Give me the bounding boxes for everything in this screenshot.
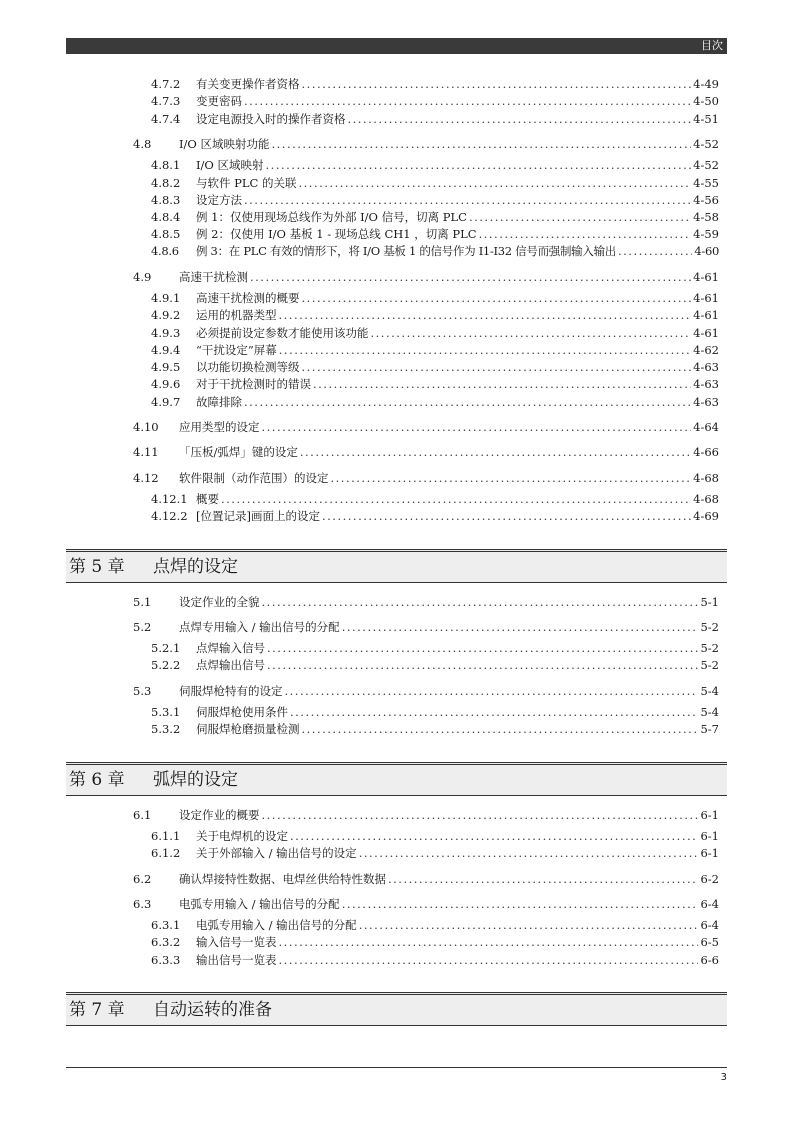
entry-page: 6-1 xyxy=(700,808,719,822)
toc-entry[interactable] xyxy=(151,325,719,341)
entry-page: 4-62 xyxy=(693,343,719,357)
entry-number: 5.1 xyxy=(133,595,152,609)
entry-title: 以功能切换检测等级 xyxy=(196,360,300,374)
entry-page: 4-61 xyxy=(693,326,719,340)
toc-entry[interactable] xyxy=(133,269,719,285)
chapter-number: 第 7 章 xyxy=(69,1000,125,1020)
toc-entry[interactable] xyxy=(151,209,719,225)
entry-page: 4-63 xyxy=(693,395,719,409)
entry-page: 4-68 xyxy=(693,471,719,485)
entry-title: 例 3：在 PLC 有效的情形下，将 I/O 基板 1 的信号作为 I1-I32 信号而强制输入输出 xyxy=(196,244,616,258)
entry-title: [位置记录]画面上的设定 xyxy=(196,509,320,523)
entry-number: 4.9.6 xyxy=(151,377,181,391)
toc-entry[interactable] xyxy=(151,111,719,127)
entry-number: 6.3.2 xyxy=(151,935,181,949)
entry-number: 4.8.5 xyxy=(151,227,181,241)
entry-title: 点焊输出信号 xyxy=(196,658,265,672)
entry-page: 4-49 xyxy=(693,77,719,91)
entry-page: 5-2 xyxy=(700,641,719,655)
toc-entry[interactable] xyxy=(133,683,719,699)
entry-number: 4.8.2 xyxy=(151,176,181,190)
entry-number: 4.9.7 xyxy=(151,395,181,409)
entry-number: 4.12 xyxy=(133,471,159,485)
entry-page: 4-61 xyxy=(693,291,719,305)
entry-title: 伺服焊枪磨损量检测 xyxy=(196,722,300,736)
entry-title: 输出信号一览表 xyxy=(196,953,277,967)
entry-page: 4-59 xyxy=(693,227,719,241)
toc-entry[interactable] xyxy=(151,845,719,861)
entry-number: 4.8.3 xyxy=(151,193,181,207)
toc-entry[interactable] xyxy=(151,491,719,507)
entry-title: 确认焊接特性数据、电焊丝供给特性数据 xyxy=(179,872,386,886)
entry-title: 与软件 PLC 的关联 xyxy=(196,176,297,190)
entry-title: I/O 区域映射功能 xyxy=(179,137,270,151)
entry-title: 应用类型的设定 xyxy=(179,420,260,434)
entry-title: 「压板/弧焊」键的设定 xyxy=(179,445,298,459)
entry-page: 4-51 xyxy=(693,112,719,126)
toc-entry[interactable] xyxy=(133,807,719,823)
toc-entry[interactable] xyxy=(151,657,719,673)
entry-page: 5-2 xyxy=(700,620,719,634)
entry-title: 伺服焊枪使用条件 xyxy=(196,705,288,719)
toc-entry[interactable] xyxy=(151,917,719,933)
entry-page: 4-60 xyxy=(694,244,719,258)
entry-title: 设定方法 xyxy=(196,193,242,207)
toc-entry[interactable] xyxy=(133,470,719,486)
chapter-number: 第 6 章 xyxy=(69,770,125,790)
entry-number: 5.2 xyxy=(133,620,152,634)
entry-page: 4-52 xyxy=(693,158,719,172)
toc-entry[interactable] xyxy=(151,192,719,208)
entry-number: 4.8.1 xyxy=(151,158,181,172)
toc-entry[interactable] xyxy=(151,640,719,656)
entry-page: 4-69 xyxy=(693,509,719,523)
entry-page: 4-52 xyxy=(693,137,719,151)
entry-number: 5.3 xyxy=(133,684,152,698)
entry-page: 4-58 xyxy=(693,210,719,224)
entry-number: 4.12.1 xyxy=(151,492,188,506)
chapter-title: 点焊的设定 xyxy=(153,557,238,577)
entry-title: 必须提前设定参数才能使用该功能 xyxy=(196,326,369,340)
entry-number: 5.3.2 xyxy=(151,722,181,736)
entry-number: 6.2 xyxy=(133,872,152,886)
chapter-title: 自动运转的准备 xyxy=(153,1000,272,1020)
entry-page: 5-7 xyxy=(700,722,719,736)
toc-entry[interactable] xyxy=(151,359,719,375)
entry-title: 例 1：仅使用现场总线作为外部 I/O 信号，切离 PLC xyxy=(196,210,467,224)
entry-title: 设定电源投入时的操作者资格 xyxy=(196,112,346,126)
toc-entry[interactable] xyxy=(151,76,719,92)
entry-title: 电弧专用输入 / 输出信号的分配 xyxy=(179,897,340,911)
entry-number: 4.9.4 xyxy=(151,343,181,357)
toc-entry[interactable] xyxy=(133,594,719,610)
entry-number: 4.10 xyxy=(133,420,159,434)
entry-page: 4-63 xyxy=(693,377,719,391)
entry-title: 软件限制（动作范围）的设定 xyxy=(179,471,329,485)
entry-page: 4-50 xyxy=(693,94,719,108)
entry-number: 4.8.4 xyxy=(151,210,181,224)
toc-entry[interactable] xyxy=(151,243,719,259)
toc-entry[interactable] xyxy=(151,721,719,737)
toc-entry[interactable] xyxy=(151,226,719,242)
entry-number: 4.8.6 xyxy=(151,244,179,258)
toc-entry[interactable] xyxy=(133,136,719,152)
entry-title: 伺服焊枪特有的设定 xyxy=(179,684,283,698)
toc-entry[interactable] xyxy=(151,307,719,323)
entry-title: 高速干扰检测的概要 xyxy=(196,291,300,305)
entry-page: 4-64 xyxy=(693,420,719,434)
entry-title: 例 2：仅使用 I/O 基板 1 - 现场总线 CH1 ，切离 PLC xyxy=(196,227,477,241)
toc-entry[interactable] xyxy=(133,871,719,887)
page-number: 3 xyxy=(720,1072,727,1083)
entry-number: 4.9 xyxy=(133,270,152,284)
entry-number: 4.7.3 xyxy=(151,94,181,108)
chapter-title: 弧焊的设定 xyxy=(153,770,238,790)
entry-page: 5-1 xyxy=(700,595,719,609)
toc-entry[interactable] xyxy=(133,444,719,460)
entry-number: 5.3.1 xyxy=(151,705,181,719)
entry-number: 4.12.2 xyxy=(151,509,188,523)
toc-entry[interactable] xyxy=(133,619,719,635)
entry-page: 4-61 xyxy=(693,270,719,284)
entry-number: 6.3.3 xyxy=(151,953,181,967)
header-bar xyxy=(66,38,727,54)
entry-title: 运用的机器类型 xyxy=(196,308,277,322)
toc-entry[interactable] xyxy=(151,290,719,306)
entry-page: 4-66 xyxy=(693,445,719,459)
toc-entry[interactable] xyxy=(151,828,719,844)
entry-page: 6-6 xyxy=(700,953,719,967)
toc-entry[interactable] xyxy=(151,342,719,358)
entry-title: 关于电焊机的设定 xyxy=(196,829,288,843)
entry-number: 5.2.2 xyxy=(151,658,181,672)
entry-number: 4.7.2 xyxy=(151,77,181,91)
footer-divider xyxy=(66,1067,727,1068)
entry-page: 6-2 xyxy=(700,872,719,886)
entry-title: 变更密码 xyxy=(196,94,242,108)
entry-title: 设定作业的概要 xyxy=(179,808,260,822)
entry-number: 5.2.1 xyxy=(151,641,181,655)
entry-page: 5-4 xyxy=(700,705,719,719)
toc-entry[interactable] xyxy=(133,419,719,435)
entry-page: 6-1 xyxy=(700,846,719,860)
entry-page: 4-68 xyxy=(693,492,719,506)
entry-page: 5-4 xyxy=(700,684,719,698)
chapter-number: 第 5 章 xyxy=(69,557,125,577)
toc-entry[interactable] xyxy=(133,896,719,912)
entry-title: 点焊专用输入 / 输出信号的分配 xyxy=(179,620,340,634)
entry-page: 6-4 xyxy=(700,918,719,932)
entry-page: 6-1 xyxy=(700,829,719,843)
entry-title: 点焊输入信号 xyxy=(196,641,265,655)
entry-number: 4.7.4 xyxy=(151,112,181,126)
header-label: 目次 xyxy=(701,39,723,52)
entry-title: 概要 xyxy=(196,492,219,506)
toc-entry[interactable] xyxy=(151,93,719,109)
toc-entry[interactable] xyxy=(151,704,719,720)
entry-number: 4.11 xyxy=(133,445,159,459)
chapter-heading[interactable] xyxy=(66,762,727,796)
toc-entry[interactable] xyxy=(151,952,719,968)
entry-title: 关于外部输入 / 输出信号的设定 xyxy=(196,846,357,860)
entry-page: 4-56 xyxy=(693,193,719,207)
entry-page: 5-2 xyxy=(700,658,719,672)
entry-page: 6-4 xyxy=(700,897,719,911)
entry-title: 故障排除 xyxy=(196,395,242,409)
entry-number: 4.9.5 xyxy=(151,360,181,374)
entry-page: 4-63 xyxy=(693,360,719,374)
toc-entry[interactable] xyxy=(151,508,719,524)
entry-title: 输入信号一览表 xyxy=(196,935,277,949)
chapter-heading[interactable] xyxy=(66,992,727,1026)
entry-title: “干扰设定”屏幕 xyxy=(196,343,277,357)
entry-title: 高速干扰检测 xyxy=(179,270,248,284)
entry-number: 6.3.1 xyxy=(151,918,181,932)
entry-page: 6-5 xyxy=(700,935,719,949)
toc-entry[interactable] xyxy=(151,394,719,410)
toc-entry[interactable] xyxy=(151,934,719,950)
toc-entry[interactable] xyxy=(151,175,719,191)
toc-entry[interactable] xyxy=(151,376,719,392)
entry-title: I/O 区域映射 xyxy=(196,158,264,172)
entry-title: 设定作业的全貌 xyxy=(179,595,260,609)
entry-page: 4-61 xyxy=(693,308,719,322)
entry-number: 4.9.3 xyxy=(151,326,181,340)
entry-number: 4.8 xyxy=(133,137,152,151)
entry-title: 电弧专用输入 / 输出信号的分配 xyxy=(196,918,357,932)
entry-number: 6.1.2 xyxy=(151,846,181,860)
entry-page: 4-55 xyxy=(693,176,719,190)
entry-number: 4.9.2 xyxy=(151,308,181,322)
entry-number: 6.1 xyxy=(133,808,152,822)
chapter-heading[interactable] xyxy=(66,549,727,583)
entry-title: 对于干扰检测时的错误 xyxy=(196,377,311,391)
entry-title: 有关变更操作者资格 xyxy=(196,77,300,91)
entry-number: 6.1.1 xyxy=(151,829,181,843)
entry-number: 6.3 xyxy=(133,897,152,911)
entry-number: 4.9.1 xyxy=(151,291,181,305)
toc-entry[interactable] xyxy=(151,157,719,173)
